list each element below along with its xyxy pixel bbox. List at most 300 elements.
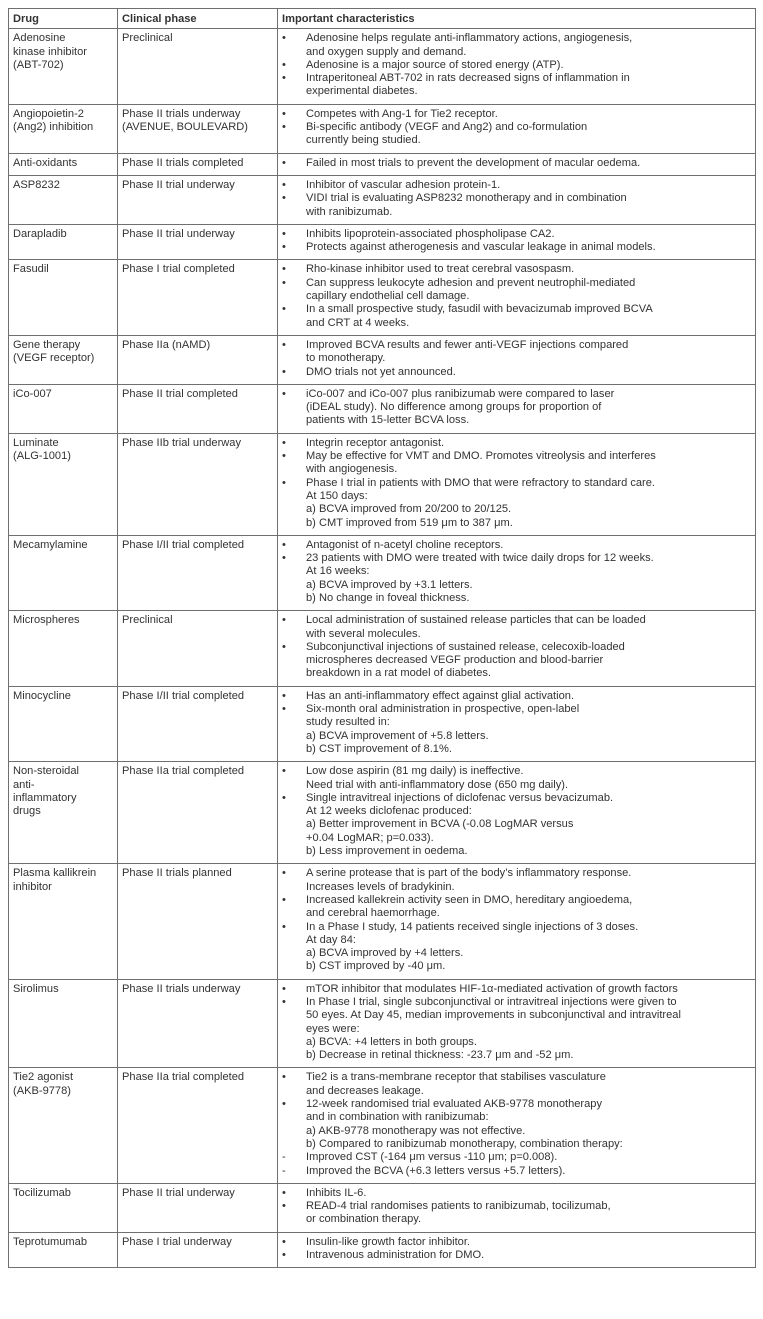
characteristic-line bbox=[281, 228, 753, 241]
drug-name-line: Gene therapy bbox=[13, 338, 81, 351]
characteristic-line bbox=[281, 1023, 753, 1036]
characteristic-line bbox=[281, 437, 753, 450]
characteristic-text: or combination therapy. bbox=[306, 1213, 422, 1226]
bullet-marker: • bbox=[282, 982, 286, 995]
phase-line: Phase II trials planned bbox=[122, 867, 232, 880]
phase-cell bbox=[118, 611, 278, 686]
characteristic-text: mTOR inhibitor that modulates HIF-1α-mediated activation of growth factors bbox=[306, 982, 678, 995]
characteristic-text: Improved BCVA results and fewer anti-VEGF injections compared bbox=[306, 338, 629, 351]
characteristic-line bbox=[281, 241, 753, 254]
phase-line: Preclinical bbox=[122, 32, 173, 45]
phase-cell bbox=[118, 686, 278, 761]
bullet-marker: • bbox=[282, 1235, 286, 1248]
characteristic-text: Insulin-like growth factor inhibitor. bbox=[306, 1235, 471, 1248]
indent-spacer bbox=[281, 628, 306, 641]
drug-cell bbox=[9, 1068, 118, 1183]
bullet-marker: • bbox=[282, 338, 286, 351]
phase-line: Phase IIa trial completed bbox=[122, 1071, 245, 1084]
characteristic-line bbox=[281, 996, 753, 1009]
drug-name-line: (AKB-9778) bbox=[13, 1084, 71, 1097]
characteristic-line bbox=[281, 352, 753, 365]
characteristic-line bbox=[281, 121, 753, 134]
phase-cell bbox=[118, 762, 278, 864]
drug-name-line: Plasma kallikrein bbox=[13, 867, 97, 880]
indent-spacer bbox=[281, 1085, 306, 1098]
characteristic-line bbox=[281, 366, 753, 379]
characteristic-text: Rho-kinase inhibitor used to treat cerebral vasospasm. bbox=[306, 263, 575, 276]
drug-name-line: Fasudil bbox=[13, 263, 49, 276]
bullet-marker: • bbox=[282, 1071, 286, 1084]
characteristic-text: 12-week randomised trial evaluated AKB-9778 monotherapy bbox=[306, 1098, 603, 1111]
characteristic-text: and CRT at 4 weeks. bbox=[306, 316, 410, 329]
characteristic-text: (iDEAL study). No difference among groups for proportion of bbox=[306, 401, 602, 414]
characteristic-text: Improved the BCVA (+6.3 letters versus +5.7 letters). bbox=[306, 1164, 566, 1177]
bullet-marker: • bbox=[282, 867, 286, 880]
drug-cell bbox=[9, 335, 118, 384]
characteristics-cell bbox=[278, 29, 756, 104]
bullet-marker: • bbox=[282, 552, 286, 565]
characteristic-line bbox=[281, 1151, 753, 1164]
phase-line: Phase I trial completed bbox=[122, 263, 235, 276]
indent-spacer bbox=[281, 947, 306, 960]
bullet-marker: • bbox=[282, 32, 286, 45]
bullet-marker: • bbox=[282, 689, 286, 702]
characteristic-line bbox=[281, 690, 753, 703]
table-row bbox=[9, 260, 756, 335]
phase-cell bbox=[118, 175, 278, 224]
characteristic-line bbox=[281, 108, 753, 121]
characteristic-line bbox=[281, 845, 753, 858]
characteristic-text: Competes with Ang-1 for Tie2 receptor. bbox=[306, 107, 498, 120]
characteristic-line bbox=[281, 1200, 753, 1213]
characteristic-line bbox=[281, 317, 753, 330]
table-row bbox=[9, 384, 756, 433]
characteristics-cell bbox=[278, 153, 756, 175]
bullet-marker: • bbox=[282, 107, 286, 120]
characteristics-cell bbox=[278, 1068, 756, 1183]
characteristic-line bbox=[281, 414, 753, 427]
indent-spacer bbox=[281, 503, 306, 516]
characteristic-text: Antagonist of n-acetyl choline receptors. bbox=[306, 538, 504, 551]
characteristic-line bbox=[281, 894, 753, 907]
characteristic-text: Need trial with anti-inflammatory dose (650 mg daily). bbox=[306, 778, 569, 791]
drug-cell bbox=[9, 762, 118, 864]
table-row bbox=[9, 153, 756, 175]
characteristics-cell bbox=[278, 224, 756, 260]
indent-spacer bbox=[281, 934, 306, 947]
characteristic-line bbox=[281, 983, 753, 996]
characteristic-text: patients with 15-letter BCVA loss. bbox=[306, 414, 470, 427]
characteristic-text: b) Decrease in retinal thickness: -23.7 μm and -52 μm. bbox=[306, 1049, 574, 1062]
phase-line: (AVENUE, BOULEVARD) bbox=[122, 121, 248, 134]
characteristic-line bbox=[281, 565, 753, 578]
phase-line: Phase II trials underway bbox=[122, 982, 241, 995]
characteristic-text: b) Less improvement in oedema. bbox=[306, 845, 468, 858]
phase-line: Phase IIa (nAMD) bbox=[122, 338, 211, 351]
drug-cell bbox=[9, 979, 118, 1068]
drug-name-line: Sirolimus bbox=[13, 982, 59, 995]
drug-cell bbox=[9, 686, 118, 761]
characteristic-line bbox=[281, 1213, 753, 1226]
phase-line: Phase I trial underway bbox=[122, 1235, 232, 1248]
characteristic-text: Integrin receptor antagonist. bbox=[306, 436, 445, 449]
characteristic-text: and decreases leakage. bbox=[306, 1084, 424, 1097]
characteristic-text: to monotherapy. bbox=[306, 352, 386, 365]
phase-cell bbox=[118, 260, 278, 335]
characteristic-line bbox=[281, 277, 753, 290]
drug-name-line: kinase inhibitor bbox=[13, 45, 87, 58]
bullet-marker: • bbox=[282, 476, 286, 489]
indent-spacer bbox=[281, 85, 306, 98]
drug-name-line: inhibitor bbox=[13, 880, 52, 893]
characteristic-text: Increases levels of bradykinin. bbox=[306, 880, 455, 893]
indent-spacer bbox=[281, 46, 306, 59]
characteristic-line bbox=[281, 881, 753, 894]
characteristic-line bbox=[281, 303, 753, 316]
characteristic-text: a) AKB-9778 monotherapy was not effective. bbox=[306, 1124, 526, 1137]
bullet-marker: • bbox=[282, 365, 286, 378]
characteristic-text: capillary endothelial cell damage. bbox=[306, 290, 470, 303]
phase-line: Phase IIb trial underway bbox=[122, 436, 242, 449]
characteristic-text: In a Phase I study, 14 patients received single injections of 3 doses. bbox=[306, 920, 639, 933]
indent-spacer bbox=[281, 907, 306, 920]
characteristics-cell bbox=[278, 611, 756, 686]
characteristic-text: and cerebral haemorrhage. bbox=[306, 907, 440, 920]
characteristic-line bbox=[281, 339, 753, 352]
characteristic-line bbox=[281, 1125, 753, 1138]
characteristic-text: Low dose aspirin (81 mg daily) is ineffective. bbox=[306, 765, 524, 778]
table-row bbox=[9, 1232, 756, 1268]
characteristic-text: breakdown in a rat model of diabetes. bbox=[306, 667, 492, 680]
characteristic-text: a) BCVA improved from 20/200 to 20/125. bbox=[306, 503, 512, 516]
dash-marker: - bbox=[282, 1164, 286, 1177]
characteristic-line bbox=[281, 450, 753, 463]
characteristic-line bbox=[281, 832, 753, 845]
phase-line: Phase II trial underway bbox=[122, 1186, 235, 1199]
drug-cell bbox=[9, 1183, 118, 1232]
bullet-marker: • bbox=[282, 72, 286, 85]
indent-spacer bbox=[281, 805, 306, 818]
characteristic-line bbox=[281, 805, 753, 818]
characteristic-line bbox=[281, 1009, 753, 1022]
bullet-marker: • bbox=[282, 241, 286, 254]
indent-spacer bbox=[281, 517, 306, 530]
characteristic-line bbox=[281, 134, 753, 147]
characteristic-line bbox=[281, 539, 753, 552]
phase-line: Phase I/II trial completed bbox=[122, 538, 245, 551]
characteristic-text: Intraperitoneal ABT-702 in rats decreased signs of inflammation in bbox=[306, 72, 630, 85]
phase-cell bbox=[118, 535, 278, 610]
characteristic-line bbox=[281, 1249, 753, 1262]
characteristic-text: +0.04 LogMAR; p=0.033). bbox=[306, 831, 434, 844]
characteristic-text: 23 patients with DMO were treated with twice daily drops for 12 weeks. bbox=[306, 552, 654, 565]
table-row bbox=[9, 433, 756, 535]
table-row bbox=[9, 335, 756, 384]
phase-cell bbox=[118, 153, 278, 175]
phase-line: Phase I/II trial completed bbox=[122, 689, 245, 702]
drug-name-line: Anti-oxidants bbox=[13, 156, 78, 169]
bullet-marker: • bbox=[282, 121, 286, 134]
characteristic-text: b) CST improved by -40 μm. bbox=[306, 960, 446, 973]
indent-spacer bbox=[281, 730, 306, 743]
characteristic-line bbox=[281, 779, 753, 792]
characteristic-text: b) No change in foveal thickness. bbox=[306, 591, 470, 604]
phase-line: Phase IIa trial completed bbox=[122, 765, 245, 778]
drug-name-line: Mecamylamine bbox=[13, 538, 88, 551]
phase-cell bbox=[118, 1232, 278, 1268]
characteristic-text: a) Better improvement in BCVA (-0.08 LogMAR versus bbox=[306, 818, 574, 831]
drug-name-line: Luminate bbox=[13, 436, 59, 449]
phase-cell bbox=[118, 224, 278, 260]
characteristics-cell bbox=[278, 979, 756, 1068]
drug-name-line: (ALG-1001) bbox=[13, 450, 71, 463]
characteristic-line bbox=[281, 1049, 753, 1062]
bullet-marker: • bbox=[282, 436, 286, 449]
characteristic-line bbox=[281, 867, 753, 880]
characteristic-line bbox=[281, 263, 753, 276]
characteristic-text: b) CMT improved from 519 μm to 387 μm. bbox=[306, 516, 513, 529]
table-row bbox=[9, 175, 756, 224]
phase-cell bbox=[118, 979, 278, 1068]
drug-cell bbox=[9, 535, 118, 610]
characteristic-line bbox=[281, 641, 753, 654]
characteristic-text: At day 84: bbox=[306, 933, 356, 946]
characteristic-line bbox=[281, 667, 753, 680]
characteristic-text: a) BCVA improved by +3.1 letters. bbox=[306, 578, 473, 591]
drug-cell bbox=[9, 433, 118, 535]
characteristic-line bbox=[281, 1138, 753, 1151]
characteristic-text: Failed in most trials to prevent the development of macular oedema. bbox=[306, 156, 641, 169]
header-row bbox=[9, 9, 756, 29]
characteristic-line bbox=[281, 85, 753, 98]
indent-spacer bbox=[281, 1036, 306, 1049]
indent-spacer bbox=[281, 818, 306, 831]
phase-cell bbox=[118, 29, 278, 104]
bullet-marker: • bbox=[282, 178, 286, 191]
characteristic-line bbox=[281, 46, 753, 59]
bullet-marker: • bbox=[282, 276, 286, 289]
table-row bbox=[9, 1068, 756, 1183]
bullet-marker: • bbox=[282, 920, 286, 933]
characteristic-text: 50 eyes. At Day 45, median improvements in subconjunctival and intravitreal bbox=[306, 1009, 681, 1022]
characteristic-text: Single intravitreal injections of diclofenac versus bevacizumab. bbox=[306, 791, 614, 804]
drug-cell bbox=[9, 175, 118, 224]
characteristic-line bbox=[281, 463, 753, 476]
characteristic-line bbox=[281, 192, 753, 205]
characteristic-text: Improved CST (-164 μm versus -110 μm; p=0.008). bbox=[306, 1151, 558, 1164]
characteristic-line bbox=[281, 614, 753, 627]
characteristic-line bbox=[281, 179, 753, 192]
indent-spacer bbox=[281, 1111, 306, 1124]
characteristic-line bbox=[281, 592, 753, 605]
phase-line: Phase II trials underway bbox=[122, 107, 241, 120]
characteristic-line bbox=[281, 907, 753, 920]
characteristic-line bbox=[281, 552, 753, 565]
indent-spacer bbox=[281, 206, 306, 219]
characteristic-text: microspheres decreased VEGF production and blood-barrier bbox=[306, 654, 604, 667]
table-row bbox=[9, 864, 756, 979]
drug-cell bbox=[9, 384, 118, 433]
drug-table-container bbox=[8, 8, 755, 1268]
bullet-marker: • bbox=[282, 263, 286, 276]
phase-cell bbox=[118, 104, 278, 153]
phase-cell bbox=[118, 1068, 278, 1183]
phase-line: Preclinical bbox=[122, 614, 173, 627]
bullet-marker: • bbox=[282, 450, 286, 463]
indent-spacer bbox=[281, 490, 306, 503]
characteristic-line bbox=[281, 743, 753, 756]
bullet-marker: • bbox=[282, 58, 286, 71]
drug-name-line: Teprotumumab bbox=[13, 1235, 87, 1248]
bullet-marker: • bbox=[282, 303, 286, 316]
characteristic-text: Intravenous administration for DMO. bbox=[306, 1249, 485, 1262]
indent-spacer bbox=[281, 881, 306, 894]
characteristic-line bbox=[281, 401, 753, 414]
characteristic-line bbox=[281, 960, 753, 973]
indent-spacer bbox=[281, 1138, 306, 1151]
characteristic-text: Bi-specific antibody (VEGF and Ang2) and co-formulation bbox=[306, 121, 588, 134]
characteristic-text: with ranibizumab. bbox=[306, 205, 393, 218]
characteristic-line bbox=[281, 934, 753, 947]
characteristics-cell bbox=[278, 175, 756, 224]
drug-name-line: iCo-007 bbox=[13, 387, 52, 400]
characteristic-line bbox=[281, 703, 753, 716]
bullet-marker: • bbox=[282, 538, 286, 551]
characteristic-text: Six-month oral administration in prospective, open-label bbox=[306, 703, 580, 716]
table-row bbox=[9, 979, 756, 1068]
characteristic-line bbox=[281, 59, 753, 72]
bullet-marker: • bbox=[282, 156, 286, 169]
characteristic-text: a) BCVA improved by +4 letters. bbox=[306, 947, 464, 960]
characteristics-cell bbox=[278, 535, 756, 610]
drug-cell bbox=[9, 611, 118, 686]
drug-name-line: (ABT-702) bbox=[13, 58, 64, 71]
characteristic-line bbox=[281, 1071, 753, 1084]
characteristic-text: with angiogenesis. bbox=[306, 463, 398, 476]
bullet-marker: • bbox=[282, 387, 286, 400]
characteristic-text: May be effective for VMT and DMO. Promotes vitreolysis and interferes bbox=[306, 450, 656, 463]
phase-cell bbox=[118, 433, 278, 535]
characteristic-line bbox=[281, 477, 753, 490]
bullet-marker: • bbox=[282, 614, 286, 627]
indent-spacer bbox=[281, 1023, 306, 1036]
characteristic-text: Adenosine helps regulate anti-inflammatory actions, angiogenesis, bbox=[306, 32, 633, 45]
characteristic-line bbox=[281, 157, 753, 170]
characteristic-text: In a small prospective study, fasudil with bevacizumab improved BCVA bbox=[306, 303, 653, 316]
drug-name-line: (Ang2) inhibition bbox=[13, 121, 94, 134]
indent-spacer bbox=[281, 779, 306, 792]
characteristic-text: a) BCVA improvement of +5.8 letters. bbox=[306, 729, 489, 742]
characteristic-line bbox=[281, 490, 753, 503]
drug-name-line: Darapladib bbox=[13, 227, 67, 240]
phase-cell bbox=[118, 335, 278, 384]
drug-cell bbox=[9, 864, 118, 979]
characteristic-line bbox=[281, 818, 753, 831]
table-row bbox=[9, 224, 756, 260]
characteristic-text: In Phase I trial, single subconjunctival or intravitreal injections were given to bbox=[306, 996, 677, 1008]
characteristic-text: A serine protease that is part of the body’s inflammatory response. bbox=[306, 867, 632, 880]
characteristic-line bbox=[281, 792, 753, 805]
drug-cell bbox=[9, 260, 118, 335]
characteristic-text: Inhibitor of vascular adhesion protein-1. bbox=[306, 178, 501, 191]
indent-spacer bbox=[281, 667, 306, 680]
characteristic-line bbox=[281, 32, 753, 45]
indent-spacer bbox=[281, 960, 306, 973]
drug-cell bbox=[9, 29, 118, 104]
indent-spacer bbox=[281, 716, 306, 729]
characteristic-text: iCo-007 and iCo-007 plus ranibizumab were compared to laser bbox=[306, 387, 615, 400]
drug-cell bbox=[9, 153, 118, 175]
characteristics-cell bbox=[278, 1232, 756, 1268]
bullet-marker: • bbox=[282, 996, 286, 1008]
characteristic-text: Inhibits lipoprotein-associated phospholipase CA2. bbox=[306, 227, 555, 240]
indent-spacer bbox=[281, 592, 306, 605]
drug-name-line: ASP8232 bbox=[13, 178, 60, 191]
bullet-marker: • bbox=[282, 640, 286, 653]
indent-spacer bbox=[281, 414, 306, 427]
characteristics-cell bbox=[278, 864, 756, 979]
characteristic-text: Has an anti-inflammatory effect against glial activation. bbox=[306, 689, 575, 702]
header-clinical-phase: Clinical phase bbox=[118, 9, 278, 29]
characteristic-line bbox=[281, 290, 753, 303]
indent-spacer bbox=[281, 743, 306, 756]
table-row bbox=[9, 29, 756, 104]
phase-cell bbox=[118, 864, 278, 979]
characteristic-text: b) Compared to ranibizumab monotherapy, combination therapy: bbox=[306, 1137, 623, 1150]
characteristic-line bbox=[281, 921, 753, 934]
characteristic-line bbox=[281, 1111, 753, 1124]
characteristic-line bbox=[281, 628, 753, 641]
table-row bbox=[9, 686, 756, 761]
indent-spacer bbox=[281, 1009, 306, 1022]
characteristic-text: with several molecules. bbox=[306, 627, 421, 640]
bullet-marker: • bbox=[282, 1249, 286, 1262]
characteristic-text: VIDI trial is evaluating ASP8232 monotherapy and in combination bbox=[306, 192, 627, 205]
phase-line: Phase II trials completed bbox=[122, 156, 244, 169]
indent-spacer bbox=[281, 401, 306, 414]
indent-spacer bbox=[281, 317, 306, 330]
characteristic-line bbox=[281, 765, 753, 778]
drug-name-line: Minocycline bbox=[13, 689, 71, 702]
table-row bbox=[9, 104, 756, 153]
characteristic-text: Increased kallekrein activity seen in DMO, hereditary angioedema, bbox=[306, 893, 633, 906]
characteristic-text: Tie2 is a trans-membrane receptor that stabilises vasculature bbox=[306, 1071, 606, 1084]
drug-name-line: Tie2 agonist bbox=[13, 1071, 74, 1084]
characteristics-cell bbox=[278, 1183, 756, 1232]
bullet-marker: • bbox=[282, 1200, 286, 1213]
bullet-marker: • bbox=[282, 192, 286, 205]
characteristic-line bbox=[281, 503, 753, 516]
drug-table bbox=[8, 8, 756, 1268]
bullet-marker: • bbox=[282, 893, 286, 906]
characteristic-text: Adenosine is a major source of stored energy (ATP). bbox=[306, 58, 564, 71]
characteristic-text: study resulted in: bbox=[306, 716, 390, 729]
characteristic-line bbox=[281, 947, 753, 960]
characteristic-text: Protects against atherogenesis and vascular leakage in animal models. bbox=[306, 241, 656, 254]
dash-marker: - bbox=[282, 1151, 286, 1164]
characteristic-line bbox=[281, 1187, 753, 1200]
drug-name-line: (VEGF receptor) bbox=[13, 352, 95, 365]
characteristic-line bbox=[281, 1165, 753, 1178]
drug-name-line: inflammatory bbox=[13, 791, 77, 804]
characteristic-line bbox=[281, 1098, 753, 1111]
phase-line: Phase II trial underway bbox=[122, 178, 235, 191]
drug-name-line: Tocilizumab bbox=[13, 1186, 71, 1199]
drug-name-line: anti- bbox=[13, 778, 35, 791]
characteristic-text: eyes were: bbox=[306, 1022, 360, 1035]
characteristic-text: currently being studied. bbox=[306, 134, 421, 147]
characteristic-line bbox=[281, 579, 753, 592]
